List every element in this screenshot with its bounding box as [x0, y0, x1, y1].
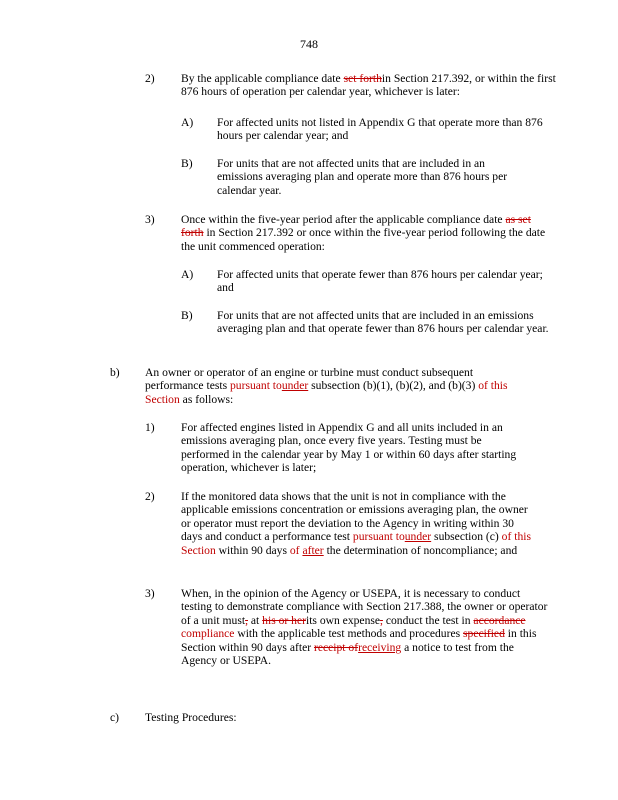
item-text — [181, 587, 551, 667]
item-text — [217, 268, 547, 295]
text-run-red: pursuant to — [229, 379, 282, 393]
text-run-red: of this Section — [145, 379, 508, 406]
item-label: 3) — [145, 587, 155, 600]
text-run-del: accordance — [473, 613, 526, 627]
text-run-ins: under — [404, 530, 432, 544]
item-text — [145, 711, 445, 724]
item-label: 1) — [145, 421, 155, 434]
text-run-plain: in this Section within 90 days after — [181, 627, 537, 654]
item-text — [217, 116, 547, 143]
text-run-plain: with the applicable test methods and procedures — [234, 627, 464, 641]
text-run-plain: For units that are not affected units that are included in an emissions averaging plan and that operate fewer than 876 hours per calendar year. — [217, 309, 549, 336]
text-run-plain: Once within the five-year period after the applicable compliance date — [181, 213, 506, 226]
text-run-plain: When, in the opinion of the Agency or USEPA, it is necessary to conduct testing to demonstrate compliance with Section 217.388, the owner or operator of a unit must — [181, 587, 548, 627]
page-number: 748 — [300, 37, 318, 51]
text-run-plain: By the applicable compliance date — [181, 72, 344, 85]
text-run-plain: as follows: — [179, 392, 234, 406]
item-label: 2) — [145, 72, 155, 85]
text-run-del: his or her — [262, 613, 306, 627]
item-label: B) — [181, 309, 193, 322]
text-run-plain: For affected engines listed in Appendix G and all units included in an emissions averaging plan, once every five years. Testing must be performed in the calendar year by May 1 or within 60 days after starting operation, whichever is later; — [181, 421, 517, 475]
text-run-red: of — [289, 543, 300, 557]
text-run-plain: its own expense — [305, 613, 381, 627]
item-text — [181, 490, 536, 557]
item-text — [217, 157, 527, 197]
text-run-plain: subsection (c) — [431, 530, 502, 544]
text-run-plain: For units that are not affected units that are included in an emissions averaging plan and operate more than 876 hours per calendar year. — [217, 157, 508, 197]
text-run-plain: For affected units not listed in Appendix G that operate more than 876 hours per calendar year; and — [217, 116, 543, 143]
item-label: 2) — [145, 490, 155, 503]
text-run-del: specified — [463, 627, 505, 641]
item-text — [217, 309, 552, 336]
item-label: b) — [110, 366, 120, 379]
text-run-del: , — [380, 613, 383, 627]
item-label: A) — [181, 116, 194, 129]
text-run-plain: at — [248, 613, 263, 627]
item-text — [181, 213, 551, 253]
item-label: B) — [181, 157, 193, 170]
text-run-plain: a notice to test from the Agency or USEPA. — [181, 640, 514, 668]
text-run-plain: If the monitored data shows that the unit is not in compliance with the applicable emissions concentration or emissions averaging plan, the owner or operator must report the deviation to the Agency in writing within 30 days and conduct a performance test — [181, 490, 528, 544]
text-run-del: , — [245, 613, 248, 627]
text-run-del: receipt of — [313, 640, 359, 654]
text-run-ins: after — [302, 543, 324, 557]
item-text — [145, 366, 530, 406]
text-run-plain: in Section 217.392 or once within the five-year period following the date the unit commenced operation: — [181, 226, 546, 253]
text-run-plain: For affected units that operate fewer than 876 hours per calendar year; and — [217, 268, 543, 295]
text-run-plain: subsection (b)(1), (b)(2), and (b)(3) — [308, 379, 479, 393]
item-text — [181, 72, 556, 99]
item-text — [181, 421, 531, 475]
text-run-plain: within 90 days — [215, 543, 290, 557]
item-label: A) — [181, 268, 194, 281]
text-run-red: compliance — [181, 627, 235, 641]
text-run-plain: conduct the test in — [382, 613, 474, 627]
text-run-plain: in Section 217.392, or within the first 876 hours of operation per calendar year, whichever is later: — [181, 72, 556, 99]
item-label: c) — [110, 711, 120, 724]
text-run-del: as set forth — [181, 213, 531, 240]
text-run-red: pursuant to — [352, 530, 405, 544]
text-run-plain: Testing Procedures: — [145, 711, 237, 724]
text-run-ins: under — [281, 379, 309, 393]
text-run-ins: receiving — [358, 640, 402, 654]
text-run-plain: An owner or operator of an engine or turbine must conduct subsequent performance tests — [145, 366, 474, 393]
text-run-plain: the determination of noncompliance; and — [323, 543, 518, 557]
text-run-red: of this Section — [181, 530, 531, 557]
text-run-del: set forth — [343, 72, 382, 85]
item-label: 3) — [145, 213, 155, 226]
